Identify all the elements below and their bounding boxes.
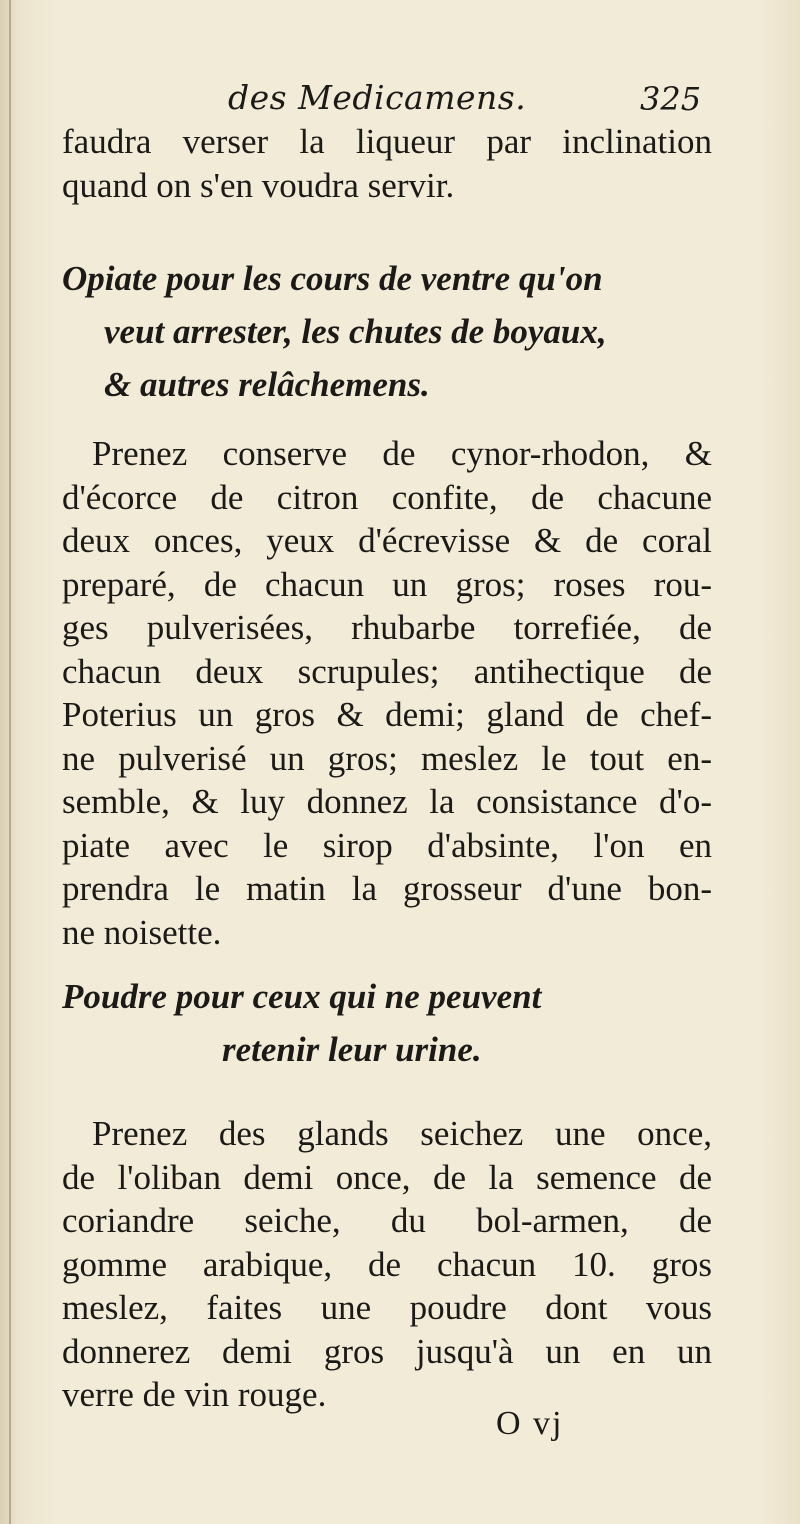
text-line: meslez, faites une poudre dont vous <box>62 1288 712 1327</box>
page-number: 325 <box>640 80 702 118</box>
text-line: de l'oliban demi once, de la semence de <box>62 1157 712 1197</box>
signature-mark: O vj <box>496 1405 564 1442</box>
text-line: piate avec le sirop d'absinte, l'on en <box>62 825 712 865</box>
text-line: ne noisette. <box>62 912 222 952</box>
text-line: ges pulverisées, rhubarbe torrefiée, de <box>62 608 712 647</box>
text-line: Poterius un gros & demi; gland de chef- <box>62 695 712 734</box>
text-line: faudra verser la liqueur par inclination <box>62 122 712 161</box>
text-line: Prenez des glands seichez une once, <box>92 1114 712 1153</box>
recipe-body-opiate <box>62 432 712 954</box>
text-line: semble, & luy donnez la consistance d'o- <box>62 782 712 821</box>
heading-line: Poudre pour ceux qui ne peuvent <box>62 977 542 1016</box>
continuation-paragraph <box>62 120 712 207</box>
heading-line: retenir leur urine. <box>222 1030 482 1069</box>
recipe-body-poudre <box>62 1112 712 1417</box>
text-line: donnerez demi gros jusqu'à un en un <box>62 1331 712 1371</box>
text-line: quand on s'en voudra servir. <box>62 165 455 205</box>
text-line: ne pulverisé un gros; meslez le tout en- <box>62 738 712 778</box>
text-line: d'écorce de citron confite, de chacune <box>62 477 712 517</box>
text-line: preparé, de chacun un gros; roses rou- <box>62 564 712 604</box>
text-line: gomme arabique, de chacun 10. gros <box>62 1244 712 1284</box>
heading-line: & autres relâchemens. <box>104 365 430 404</box>
recipe-heading-poudre <box>62 970 541 1076</box>
text-line: verre de vin rouge. <box>62 1375 327 1414</box>
running-head: des Medicamens. <box>228 78 527 117</box>
text-line: chacun deux scrupules; antihectique de <box>62 651 712 691</box>
heading-line: veut arrester, les chutes de boyaux, <box>104 312 607 351</box>
recipe-heading-opiate <box>62 252 607 411</box>
text-line: coriandre seiche, du bol-armen, de <box>62 1201 712 1240</box>
heading-line: Opiate pour les cours de ventre qu'on <box>62 259 603 298</box>
text-line: prendra le matin la grosseur d'une bon- <box>62 869 712 908</box>
binding-gutter <box>9 0 11 1524</box>
text-line: deux onces, yeux d'écrevisse & de coral <box>62 521 712 560</box>
text-line: Prenez conserve de cynor-rhodon, & <box>92 434 712 473</box>
